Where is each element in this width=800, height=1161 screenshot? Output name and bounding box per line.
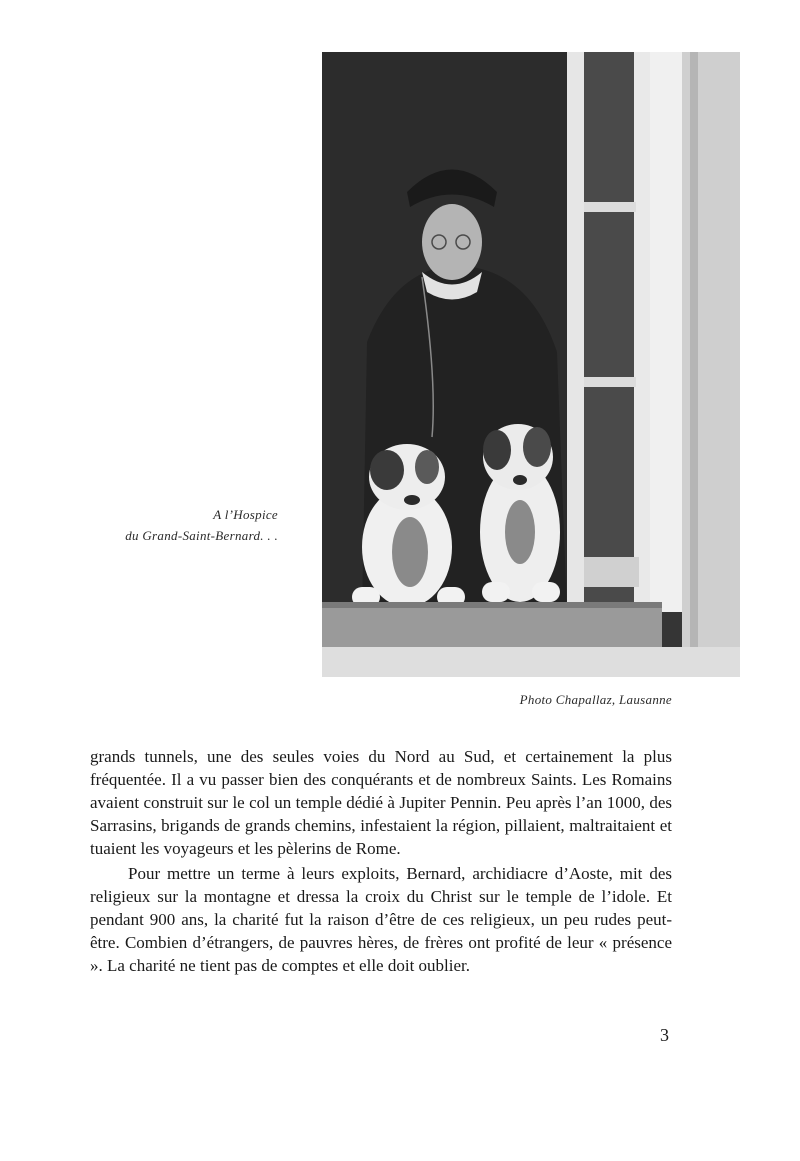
- photograph-monk-with-puppies: [322, 52, 740, 677]
- photo-credit: Photo Chapallaz, Lausanne: [519, 692, 672, 707]
- caption-line-1: A l’Hospice: [213, 507, 278, 522]
- page-number: 3: [660, 1025, 669, 1045]
- body-text: [90, 745, 672, 977]
- caption-line-2: du Grand-Saint-Bernard. . .: [125, 528, 278, 543]
- paragraph-2: Pour mettre un terme à leurs exploits, Bernard, archidiacre d’Aoste, mit des religieux sur la montagne et dressa la croix du Christ sur le temple de l’idole. Et pendant 900 ans, la charité fut la raison d’être de ces religieux, un peu rudes peut-être. Combien d’étrangers, de pauvres hères, de frères ont profité de leur « présence ». La charité ne tient pas de comptes et elle doit oublier.: [90, 864, 672, 975]
- photo-caption: [60, 504, 278, 546]
- photo-illustration: [322, 52, 740, 677]
- paragraph-1: grands tunnels, une des seules voies du Nord au Sud, et certainement la plus fréquentée. Il a vu passer bien des conquérants et de nombreux Saints. Les Romains avaient construit sur le col un temple dédié à Jupiter Pennin. Peu après l’an 1000, des Sarrasins, brigands de grands chemins, infestaient la région, pillaient, maltraitaient et tuaient les voyageurs et les pèlerins de Rome.: [90, 747, 672, 858]
